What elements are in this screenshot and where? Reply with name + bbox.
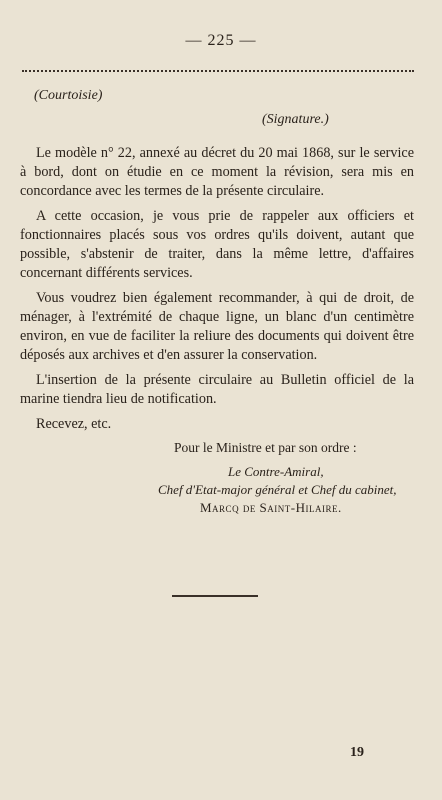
signatory-name: Marcq de Saint-Hilaire. [200,500,342,515]
closing-formula: Recevez, etc. [36,416,112,432]
body-text [20,144,414,440]
paragraph: A cette occasion, je vous prie de rappeler aux officiers et fonctionnaires placés sous vos ordres qu'ils doivent, autant que possible, s'abstenir de traiter, dans la même lettre, d'affaires concernant différents services. [20,208,414,281]
end-rule [172,595,258,597]
signature-label: (Signature.) [262,112,329,127]
signature-title: Chef d'Etat-major général et Chef du cabinet, [158,482,397,497]
printer-signature-mark: 19 [350,745,364,760]
paragraph: L'insertion de la présente circulaire au Bulletin officiel de la marine tiendra lieu de notification. [20,372,414,407]
paragraph: Le modèle n° 22, annexé au décret du 20 mai 1868, sur le service à bord, dont on étudie en ce moment la révision, sera mis en concordance avec les termes de la présente circulaire. [20,145,414,199]
paragraph: Vous voudrez bien également recommander, à qui de droit, de ménager, à l'extrémité de chaque ligne, un blanc d'un centimètre environ, en vue de faciliter la reliure des documents qui doivent être déposés aux archives et d'en assurer la conservation. [20,290,414,363]
dotted-separator [22,70,414,72]
courtoisie-label: (Courtoisie) [34,88,103,103]
page-number: — 225 — [185,32,257,49]
signature-rank: Le Contre-Amiral, [228,464,324,479]
signature-authority: Pour le Ministre et par son ordre : [174,440,357,455]
